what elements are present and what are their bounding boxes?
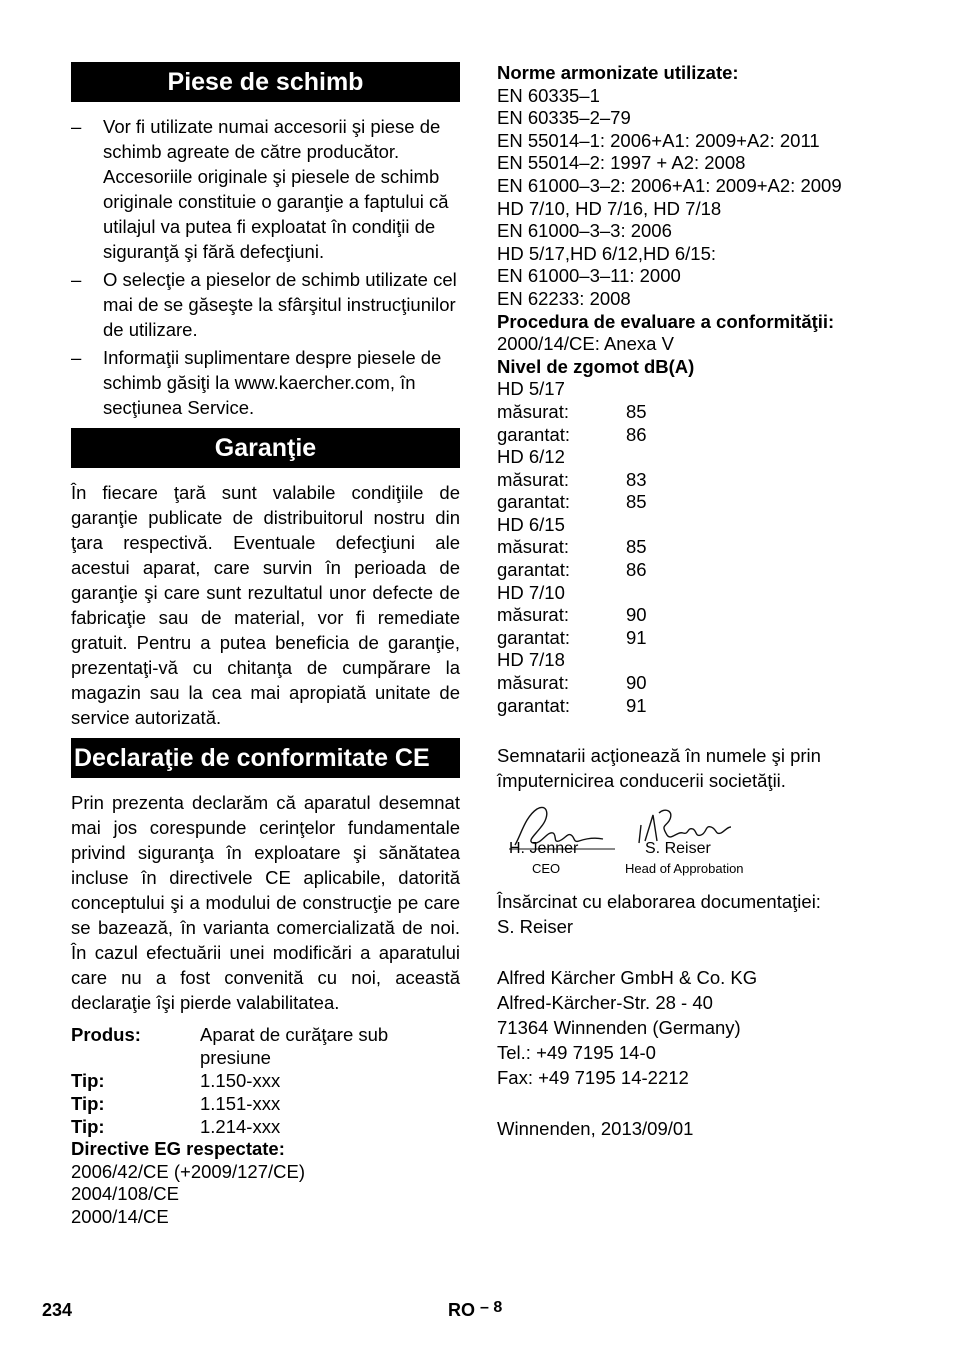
noise-model (497, 378, 897, 446)
noise-guaranteed-row (497, 491, 897, 514)
signatory-name: H. Jenner (509, 840, 579, 858)
noise-measured-row (497, 536, 897, 559)
footer-section (448, 1298, 502, 1324)
documentation-label: Însărcinat cu elaborarea documentaţiei: (497, 891, 821, 913)
guaranteed-label: garantat: (497, 423, 571, 445)
signatory-role: CEO (532, 861, 561, 877)
list-item (71, 114, 460, 264)
noise-model-name: HD 6/15 (497, 513, 565, 535)
measured-value: 83 (626, 468, 647, 490)
standard-item: EN 61000–3–11: 2000 (497, 265, 681, 287)
documentation-name: S. Reiser (497, 916, 574, 938)
standard-item: EN 55014–2: 1997 + A2: 2008 (497, 152, 746, 174)
noise-model (497, 649, 897, 717)
type-value: 1.214-xxx (200, 1116, 281, 1137)
list-item (71, 267, 460, 342)
table-row (71, 1023, 460, 1069)
right-column (497, 62, 897, 1141)
footer-lang-code: RO (448, 1300, 475, 1320)
assessment-label: Procedura de evaluare a conformităţii: (497, 310, 835, 332)
noise-model (497, 446, 897, 514)
signatory-name: S. Reiser (645, 840, 711, 858)
directive-item: 2006/42/CE (+2009/127/CE) (71, 1160, 305, 1182)
noise-measured-row (497, 672, 897, 695)
product-table (71, 1023, 460, 1138)
type-value: 1.150-xxx (200, 1070, 281, 1091)
signature-block (497, 805, 897, 875)
noise-guaranteed-row (497, 424, 897, 447)
company-line: Fax: +49 7195 14-2212 (497, 1067, 689, 1089)
measured-label: măsurat: (497, 604, 569, 626)
noise-model (497, 582, 897, 650)
noise-label: Nivel de zgomot dB(A) (497, 355, 695, 377)
spare-parts-list (71, 114, 460, 420)
company-line: 71364 Winnenden (Germany) (497, 1017, 741, 1039)
directives-label: Directive EG respectate: (71, 1138, 285, 1159)
standard-item: EN 61000–3–3: 2006 (497, 220, 672, 242)
guaranteed-value: 85 (626, 491, 647, 513)
noise-model-name: HD 7/10 (497, 581, 565, 603)
spacer (497, 1090, 897, 1116)
signatory-role: Head of Approbation (625, 861, 744, 877)
type-value: 1.151-xxx (200, 1093, 281, 1114)
measured-value: 85 (626, 536, 647, 558)
measured-value: 85 (626, 400, 647, 422)
noise-model-name: HD 6/12 (497, 446, 565, 468)
product-value: Aparat de curăţare sub presiune (200, 1024, 389, 1068)
noise-model (497, 514, 897, 582)
noise-model-name: HD 7/18 (497, 649, 565, 671)
assessment-value: 2000/14/CE: Anexa V (497, 333, 674, 355)
noise-measured-row (497, 469, 897, 492)
noise-guaranteed-row (497, 627, 897, 650)
dash-bullet: – (71, 116, 82, 137)
standards-label: Norme armonizate utilizate: (497, 62, 739, 83)
guaranteed-value: 91 (626, 694, 647, 716)
product-label: Produs: (71, 1024, 141, 1045)
declaration-heading: Declaraţie de conformitate CE (71, 738, 460, 778)
list-item (71, 345, 460, 420)
table-row (71, 1092, 460, 1115)
company-line: Tel.: +49 7195 14-0 (497, 1042, 656, 1064)
table-row (71, 1115, 460, 1138)
directive-item: 2004/108/CE (71, 1183, 180, 1205)
dash-bullet: – (71, 347, 82, 368)
measured-label: măsurat: (497, 468, 569, 490)
standard-item: EN 60335–1 (497, 84, 600, 106)
standard-item: HD 7/10, HD 7/16, HD 7/18 (497, 197, 722, 219)
measured-value: 90 (626, 604, 647, 626)
measured-value: 90 (626, 672, 647, 694)
standard-item: EN 62233: 2008 (497, 287, 631, 309)
noise-model-name: HD 5/17 (497, 378, 565, 400)
guaranteed-value: 91 (626, 626, 647, 648)
signatories-text: Semnatarii acţionează în numele şi prin împuternicirea conducerii societăţii. (497, 745, 821, 792)
standard-item: EN 60335–2–79 (497, 107, 631, 129)
standard-item: HD 5/17,HD 6/12,HD 6/15: (497, 242, 717, 264)
table-row (71, 1069, 460, 1092)
footer-section-number: – 8 (480, 1299, 503, 1316)
guaranteed-label: garantat: (497, 694, 571, 716)
page-number: 234 (42, 1300, 73, 1320)
noise-guaranteed-row (497, 695, 897, 718)
spacer (497, 717, 897, 743)
measured-label: măsurat: (497, 536, 569, 558)
noise-measured-row (497, 604, 897, 627)
warranty-text: În fiecare ţară sunt valabile condiţiile de garanţie publicate de distribuitorul nostru din ţara respectivă. Eventuale defecţiuni ale acestui aparat, care survin în perioada de garanţie şi care sunt rezultatul unor defecte de fabricaţie sau de material, vor fi remediate gratuit. Pentru a putea beneficia de garanţie, prezentaţi-vă cu chitanţa de cumpărare la magazin sau la cea mai apropiată unitate de service autorizată. (71, 482, 460, 728)
guaranteed-label: garantat: (497, 491, 571, 513)
measured-label: măsurat: (497, 400, 569, 422)
list-item-text: O selecţie a pieselor de schimb utilizate cel mai de se găseşte la sfârşitul instrucţiunilor de utilizare. (103, 269, 457, 340)
spacer (497, 875, 897, 889)
standard-item: EN 55014–1: 2006+A1: 2009+A2: 2011 (497, 129, 820, 151)
dash-bullet: – (71, 269, 82, 290)
measured-label: măsurat: (497, 672, 569, 694)
noise-measured-row (497, 401, 897, 424)
directive-item: 2000/14/CE (71, 1205, 169, 1227)
guaranteed-label: garantat: (497, 626, 571, 648)
declaration-text: Prin prezenta declarăm că aparatul desemnat mai jos corespunde cerinţelor fundamentale privind siguranţa în exploatare şi sănătatea incluse în directivele CE aplicabile, datorită conceptului şi a modului de construcţie pe care se bazează, în varianta comercializată de noi. În cazul efectuării unei modificări a aparatului care nu a fost convenită cu noi, această declaraţie îşi pierde valabilitatea. (71, 792, 460, 1013)
guaranteed-value: 86 (626, 559, 647, 581)
place-date: Winnenden, 2013/09/01 (497, 1118, 694, 1140)
list-item-text: Informaţii suplimentare despre piesele de schimb găsiţi la www.kaercher.com, în secţiunea Service. (103, 347, 442, 418)
guaranteed-label: garantat: (497, 559, 571, 581)
guaranteed-value: 86 (626, 423, 647, 445)
spare-parts-heading: Piese de schimb (71, 62, 460, 102)
list-item-text: Vor fi utilizate numai accesorii şi piese de schimb agreate de către producător. Accesoriile originale şi piesele de schimb originale constituie o garanţie a faptului că utilajul va putea fi exploatat în condiţii de siguranţă şi fără defecţiuni. (103, 116, 449, 262)
type-label: Tip: (71, 1070, 105, 1091)
noise-guaranteed-row (497, 559, 897, 582)
type-label: Tip: (71, 1093, 105, 1114)
warranty-heading: Garanţie (71, 428, 460, 468)
company-line: Alfred Kärcher GmbH & Co. KG (497, 967, 758, 989)
company-line: Alfred-Kärcher-Str. 28 - 40 (497, 992, 713, 1014)
type-label: Tip: (71, 1116, 105, 1137)
spacer (497, 939, 897, 965)
standard-item: EN 61000–3–2: 2006+A1: 2009+A2: 2009 (497, 174, 842, 196)
left-column (71, 62, 460, 1228)
